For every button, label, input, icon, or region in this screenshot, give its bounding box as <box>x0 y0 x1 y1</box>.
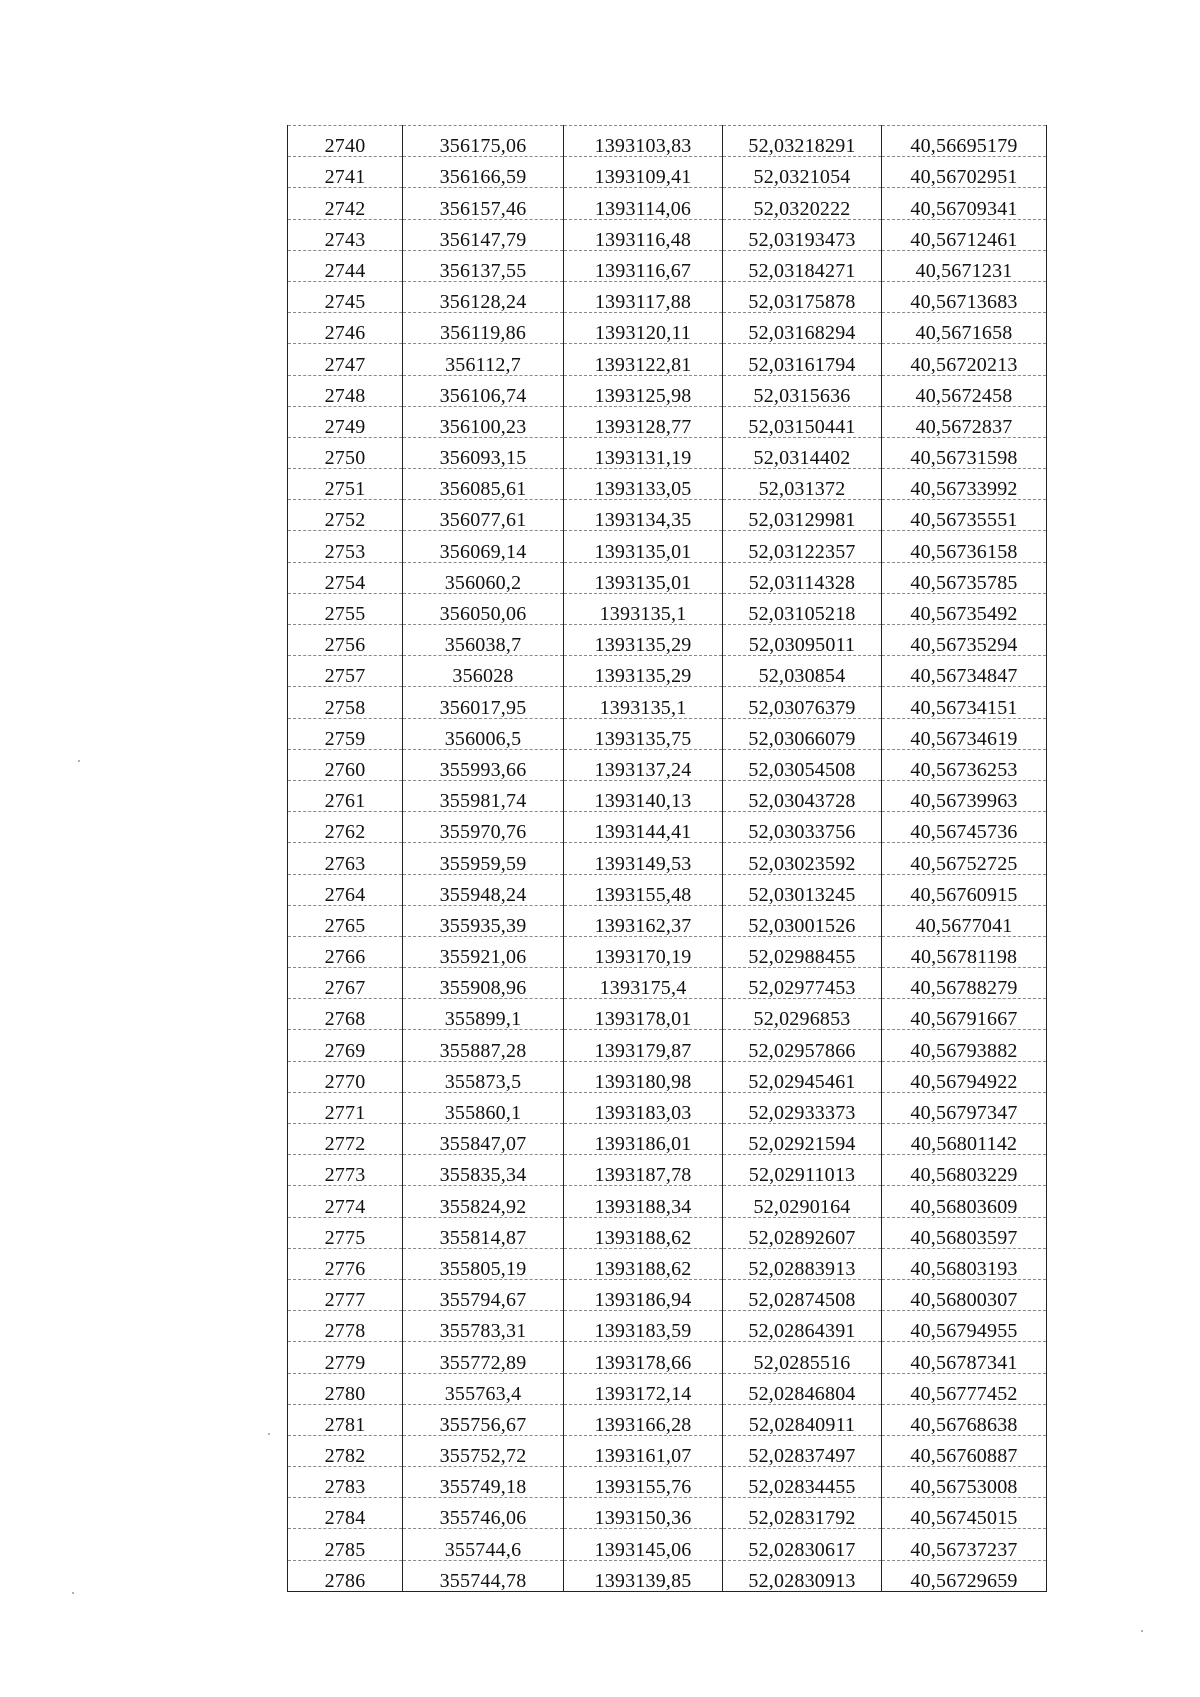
x-coordinate-cell: 356157,46 <box>403 188 564 219</box>
x-coordinate-cell: 356100,23 <box>403 406 564 437</box>
point-number-cell: 2757 <box>288 656 403 687</box>
latitude-cell: 52,03168294 <box>723 313 882 344</box>
table-row <box>288 1248 1047 1279</box>
x-coordinate-cell: 355749,18 <box>403 1467 564 1498</box>
latitude-cell: 52,03054508 <box>723 749 882 780</box>
longitude-cell: 40,56745015 <box>882 1498 1047 1529</box>
latitude-cell: 52,0290164 <box>723 1186 882 1217</box>
table-row <box>288 905 1047 936</box>
latitude-cell: 52,02957866 <box>723 1030 882 1061</box>
latitude-cell: 52,0320222 <box>723 188 882 219</box>
y-coordinate-cell: 1393188,34 <box>564 1186 723 1217</box>
x-coordinate-cell: 355935,39 <box>403 905 564 936</box>
point-number-cell: 2767 <box>288 968 403 999</box>
point-number-cell: 2754 <box>288 562 403 593</box>
y-coordinate-cell: 1393139,85 <box>564 1560 723 1591</box>
x-coordinate-cell: 356119,86 <box>403 313 564 344</box>
table-row <box>288 126 1047 157</box>
longitude-cell: 40,56734847 <box>882 656 1047 687</box>
latitude-cell: 52,03076379 <box>723 687 882 718</box>
latitude-cell: 52,03013245 <box>723 874 882 905</box>
y-coordinate-cell: 1393150,36 <box>564 1498 723 1529</box>
y-coordinate-cell: 1393155,48 <box>564 874 723 905</box>
table-row <box>288 344 1047 375</box>
latitude-cell: 52,03193473 <box>723 219 882 250</box>
table-row <box>288 812 1047 843</box>
x-coordinate-cell: 355794,67 <box>403 1279 564 1310</box>
longitude-cell: 40,5672458 <box>882 375 1047 406</box>
latitude-cell: 52,02874508 <box>723 1279 882 1310</box>
point-number-cell: 2772 <box>288 1124 403 1155</box>
x-coordinate-cell: 356006,5 <box>403 718 564 749</box>
y-coordinate-cell: 1393109,41 <box>564 157 723 188</box>
longitude-cell: 40,56797347 <box>882 1092 1047 1123</box>
point-number-cell: 2784 <box>288 1498 403 1529</box>
latitude-cell: 52,02977453 <box>723 968 882 999</box>
longitude-cell: 40,56734619 <box>882 718 1047 749</box>
latitude-cell: 52,03150441 <box>723 406 882 437</box>
latitude-cell: 52,03161794 <box>723 344 882 375</box>
y-coordinate-cell: 1393135,29 <box>564 656 723 687</box>
table-row <box>288 625 1047 656</box>
point-number-cell: 2742 <box>288 188 403 219</box>
point-number-cell: 2750 <box>288 437 403 468</box>
x-coordinate-cell: 356028 <box>403 656 564 687</box>
point-number-cell: 2740 <box>288 126 403 157</box>
table-row <box>288 500 1047 531</box>
table-row <box>288 1217 1047 1248</box>
longitude-cell: 40,56803597 <box>882 1217 1047 1248</box>
latitude-cell: 52,0321054 <box>723 157 882 188</box>
point-number-cell: 2785 <box>288 1529 403 1560</box>
x-coordinate-cell: 355847,07 <box>403 1124 564 1155</box>
x-coordinate-cell: 355763,4 <box>403 1373 564 1404</box>
longitude-cell: 40,56803193 <box>882 1248 1047 1279</box>
point-number-cell: 2776 <box>288 1248 403 1279</box>
latitude-cell: 52,02830913 <box>723 1560 882 1591</box>
longitude-cell: 40,56803229 <box>882 1155 1047 1186</box>
x-coordinate-cell: 355814,87 <box>403 1217 564 1248</box>
y-coordinate-cell: 1393131,19 <box>564 437 723 468</box>
latitude-cell: 52,02911013 <box>723 1155 882 1186</box>
latitude-cell: 52,03105218 <box>723 593 882 624</box>
latitude-cell: 52,02840911 <box>723 1404 882 1435</box>
x-coordinate-cell: 355772,89 <box>403 1342 564 1373</box>
latitude-cell: 52,02933373 <box>723 1092 882 1123</box>
point-number-cell: 2774 <box>288 1186 403 1217</box>
longitude-cell: 40,56794955 <box>882 1311 1047 1342</box>
latitude-cell: 52,02892607 <box>723 1217 882 1248</box>
y-coordinate-cell: 1393128,77 <box>564 406 723 437</box>
y-coordinate-cell: 1393135,01 <box>564 531 723 562</box>
y-coordinate-cell: 1393170,19 <box>564 936 723 967</box>
point-number-cell: 2760 <box>288 749 403 780</box>
x-coordinate-cell: 355959,59 <box>403 843 564 874</box>
x-coordinate-cell: 356147,79 <box>403 219 564 250</box>
x-coordinate-cell: 356128,24 <box>403 281 564 312</box>
table-row <box>288 593 1047 624</box>
longitude-cell: 40,56735294 <box>882 625 1047 656</box>
point-number-cell: 2749 <box>288 406 403 437</box>
latitude-cell: 52,02837497 <box>723 1435 882 1466</box>
point-number-cell: 2747 <box>288 344 403 375</box>
table-row <box>288 874 1047 905</box>
latitude-cell: 52,03129981 <box>723 500 882 531</box>
x-coordinate-cell: 355756,67 <box>403 1404 564 1435</box>
longitude-cell: 40,56737237 <box>882 1529 1047 1560</box>
longitude-cell: 40,56777452 <box>882 1373 1047 1404</box>
point-number-cell: 2765 <box>288 905 403 936</box>
longitude-cell: 40,56709341 <box>882 188 1047 219</box>
longitude-cell: 40,56739963 <box>882 780 1047 811</box>
scan-speck <box>1141 1630 1143 1632</box>
y-coordinate-cell: 1393140,13 <box>564 780 723 811</box>
y-coordinate-cell: 1393186,94 <box>564 1279 723 1310</box>
y-coordinate-cell: 1393162,37 <box>564 905 723 936</box>
y-coordinate-cell: 1393183,03 <box>564 1092 723 1123</box>
table-row <box>288 157 1047 188</box>
point-number-cell: 2744 <box>288 250 403 281</box>
x-coordinate-cell: 356060,2 <box>403 562 564 593</box>
table-row <box>288 1529 1047 1560</box>
y-coordinate-cell: 1393135,01 <box>564 562 723 593</box>
latitude-cell: 52,02883913 <box>723 1248 882 1279</box>
table-row <box>288 375 1047 406</box>
longitude-cell: 40,56729659 <box>882 1560 1047 1591</box>
point-number-cell: 2748 <box>288 375 403 406</box>
latitude-cell: 52,02988455 <box>723 936 882 967</box>
table-row <box>288 718 1047 749</box>
latitude-cell: 52,03001526 <box>723 905 882 936</box>
latitude-cell: 52,03122357 <box>723 531 882 562</box>
table-row <box>288 843 1047 874</box>
table-row <box>288 469 1047 500</box>
longitude-cell: 40,56720213 <box>882 344 1047 375</box>
y-coordinate-cell: 1393155,76 <box>564 1467 723 1498</box>
table-row <box>288 250 1047 281</box>
x-coordinate-cell: 355835,34 <box>403 1155 564 1186</box>
point-number-cell: 2778 <box>288 1311 403 1342</box>
table-row <box>288 1373 1047 1404</box>
x-coordinate-cell: 356106,74 <box>403 375 564 406</box>
y-coordinate-cell: 1393188,62 <box>564 1248 723 1279</box>
table-row <box>288 1155 1047 1186</box>
table-row <box>288 313 1047 344</box>
table-row <box>288 1061 1047 1092</box>
table-row <box>288 281 1047 312</box>
latitude-cell: 52,03175878 <box>723 281 882 312</box>
longitude-cell: 40,56760887 <box>882 1435 1047 1466</box>
table-row <box>288 1311 1047 1342</box>
x-coordinate-cell: 355744,6 <box>403 1529 564 1560</box>
latitude-cell: 52,0314402 <box>723 437 882 468</box>
latitude-cell: 52,02945461 <box>723 1061 882 1092</box>
point-number-cell: 2766 <box>288 936 403 967</box>
y-coordinate-cell: 1393117,88 <box>564 281 723 312</box>
longitude-cell: 40,56760915 <box>882 874 1047 905</box>
point-number-cell: 2756 <box>288 625 403 656</box>
y-coordinate-cell: 1393166,28 <box>564 1404 723 1435</box>
latitude-cell: 52,03023592 <box>723 843 882 874</box>
latitude-cell: 52,02834455 <box>723 1467 882 1498</box>
scan-speck <box>78 760 80 762</box>
latitude-cell: 52,02846804 <box>723 1373 882 1404</box>
longitude-cell: 40,56800307 <box>882 1279 1047 1310</box>
latitude-cell: 52,03184271 <box>723 250 882 281</box>
point-number-cell: 2741 <box>288 157 403 188</box>
point-number-cell: 2777 <box>288 1279 403 1310</box>
point-number-cell: 2762 <box>288 812 403 843</box>
y-coordinate-cell: 1393114,06 <box>564 188 723 219</box>
x-coordinate-cell: 356093,15 <box>403 437 564 468</box>
scan-speck <box>268 1433 270 1435</box>
latitude-cell: 52,03043728 <box>723 780 882 811</box>
latitude-cell: 52,0315636 <box>723 375 882 406</box>
point-number-cell: 2782 <box>288 1435 403 1466</box>
longitude-cell: 40,56753008 <box>882 1467 1047 1498</box>
longitude-cell: 40,56736253 <box>882 749 1047 780</box>
x-coordinate-cell: 355981,74 <box>403 780 564 811</box>
x-coordinate-cell: 356069,14 <box>403 531 564 562</box>
longitude-cell: 40,56752725 <box>882 843 1047 874</box>
y-coordinate-cell: 1393133,05 <box>564 469 723 500</box>
longitude-cell: 40,56781198 <box>882 936 1047 967</box>
point-number-cell: 2755 <box>288 593 403 624</box>
x-coordinate-cell: 355970,76 <box>403 812 564 843</box>
table-row <box>288 1342 1047 1373</box>
point-number-cell: 2761 <box>288 780 403 811</box>
y-coordinate-cell: 1393135,29 <box>564 625 723 656</box>
longitude-cell: 40,56731598 <box>882 437 1047 468</box>
coordinates-table <box>287 125 1047 1592</box>
longitude-cell: 40,56733992 <box>882 469 1047 500</box>
x-coordinate-cell: 355948,24 <box>403 874 564 905</box>
longitude-cell: 40,56734151 <box>882 687 1047 718</box>
longitude-cell: 40,56735785 <box>882 562 1047 593</box>
point-number-cell: 2745 <box>288 281 403 312</box>
table-row <box>288 1498 1047 1529</box>
x-coordinate-cell: 356166,59 <box>403 157 564 188</box>
table-row <box>288 1279 1047 1310</box>
table-row <box>288 1404 1047 1435</box>
point-number-cell: 2770 <box>288 1061 403 1092</box>
latitude-cell: 52,03033756 <box>723 812 882 843</box>
y-coordinate-cell: 1393116,48 <box>564 219 723 250</box>
x-coordinate-cell: 355746,06 <box>403 1498 564 1529</box>
longitude-cell: 40,56695179 <box>882 126 1047 157</box>
y-coordinate-cell: 1393187,78 <box>564 1155 723 1186</box>
latitude-cell: 52,03066079 <box>723 718 882 749</box>
y-coordinate-cell: 1393183,59 <box>564 1311 723 1342</box>
latitude-cell: 52,0296853 <box>723 999 882 1030</box>
scan-speck <box>72 1592 74 1594</box>
longitude-cell: 40,56735551 <box>882 500 1047 531</box>
y-coordinate-cell: 1393116,67 <box>564 250 723 281</box>
y-coordinate-cell: 1393172,14 <box>564 1373 723 1404</box>
y-coordinate-cell: 1393178,01 <box>564 999 723 1030</box>
table-row <box>288 936 1047 967</box>
coordinates-table-body <box>288 126 1047 1592</box>
y-coordinate-cell: 1393145,06 <box>564 1529 723 1560</box>
latitude-cell: 52,031372 <box>723 469 882 500</box>
latitude-cell: 52,02864391 <box>723 1311 882 1342</box>
longitude-cell: 40,56712461 <box>882 219 1047 250</box>
point-number-cell: 2780 <box>288 1373 403 1404</box>
point-number-cell: 2759 <box>288 718 403 749</box>
point-number-cell: 2779 <box>288 1342 403 1373</box>
longitude-cell: 40,56745736 <box>882 812 1047 843</box>
point-number-cell: 2763 <box>288 843 403 874</box>
x-coordinate-cell: 356137,55 <box>403 250 564 281</box>
y-coordinate-cell: 1393178,66 <box>564 1342 723 1373</box>
x-coordinate-cell: 356112,7 <box>403 344 564 375</box>
longitude-cell: 40,56791667 <box>882 999 1047 1030</box>
x-coordinate-cell: 355908,96 <box>403 968 564 999</box>
y-coordinate-cell: 1393137,24 <box>564 749 723 780</box>
point-number-cell: 2752 <box>288 500 403 531</box>
longitude-cell: 40,56735492 <box>882 593 1047 624</box>
longitude-cell: 40,5672837 <box>882 406 1047 437</box>
longitude-cell: 40,5671231 <box>882 250 1047 281</box>
table-row <box>288 749 1047 780</box>
table-row <box>288 562 1047 593</box>
table-row <box>288 1124 1047 1155</box>
y-coordinate-cell: 1393144,41 <box>564 812 723 843</box>
x-coordinate-cell: 355805,19 <box>403 1248 564 1279</box>
longitude-cell: 40,56736158 <box>882 531 1047 562</box>
longitude-cell: 40,56794922 <box>882 1061 1047 1092</box>
longitude-cell: 40,56768638 <box>882 1404 1047 1435</box>
table-row <box>288 1560 1047 1591</box>
table-row <box>288 188 1047 219</box>
point-number-cell: 2758 <box>288 687 403 718</box>
point-number-cell: 2769 <box>288 1030 403 1061</box>
latitude-cell: 52,02830617 <box>723 1529 882 1560</box>
y-coordinate-cell: 1393103,83 <box>564 126 723 157</box>
table-row <box>288 999 1047 1030</box>
x-coordinate-cell: 355860,1 <box>403 1092 564 1123</box>
table-row <box>288 1467 1047 1498</box>
y-coordinate-cell: 1393134,35 <box>564 500 723 531</box>
x-coordinate-cell: 355824,92 <box>403 1186 564 1217</box>
table-row <box>288 968 1047 999</box>
longitude-cell: 40,56713683 <box>882 281 1047 312</box>
x-coordinate-cell: 355899,1 <box>403 999 564 1030</box>
x-coordinate-cell: 355783,31 <box>403 1311 564 1342</box>
point-number-cell: 2775 <box>288 1217 403 1248</box>
longitude-cell: 40,56793882 <box>882 1030 1047 1061</box>
table-row <box>288 219 1047 250</box>
longitude-cell: 40,56801142 <box>882 1124 1047 1155</box>
y-coordinate-cell: 1393135,1 <box>564 593 723 624</box>
latitude-cell: 52,02921594 <box>723 1124 882 1155</box>
x-coordinate-cell: 356175,06 <box>403 126 564 157</box>
point-number-cell: 2743 <box>288 219 403 250</box>
point-number-cell: 2786 <box>288 1560 403 1591</box>
point-number-cell: 2773 <box>288 1155 403 1186</box>
y-coordinate-cell: 1393149,53 <box>564 843 723 874</box>
longitude-cell: 40,56803609 <box>882 1186 1047 1217</box>
table-row <box>288 1030 1047 1061</box>
point-number-cell: 2783 <box>288 1467 403 1498</box>
table-row <box>288 1092 1047 1123</box>
y-coordinate-cell: 1393135,75 <box>564 718 723 749</box>
table-row <box>288 780 1047 811</box>
x-coordinate-cell: 356085,61 <box>403 469 564 500</box>
point-number-cell: 2781 <box>288 1404 403 1435</box>
point-number-cell: 2771 <box>288 1092 403 1123</box>
point-number-cell: 2764 <box>288 874 403 905</box>
table-row <box>288 656 1047 687</box>
x-coordinate-cell: 355873,5 <box>403 1061 564 1092</box>
x-coordinate-cell: 355921,06 <box>403 936 564 967</box>
point-number-cell: 2753 <box>288 531 403 562</box>
y-coordinate-cell: 1393120,11 <box>564 313 723 344</box>
y-coordinate-cell: 1393125,98 <box>564 375 723 406</box>
x-coordinate-cell: 356077,61 <box>403 500 564 531</box>
x-coordinate-cell: 356038,7 <box>403 625 564 656</box>
longitude-cell: 40,56788279 <box>882 968 1047 999</box>
x-coordinate-cell: 355887,28 <box>403 1030 564 1061</box>
longitude-cell: 40,5677041 <box>882 905 1047 936</box>
latitude-cell: 52,0285516 <box>723 1342 882 1373</box>
y-coordinate-cell: 1393186,01 <box>564 1124 723 1155</box>
longitude-cell: 40,5671658 <box>882 313 1047 344</box>
table-row <box>288 1186 1047 1217</box>
x-coordinate-cell: 355744,78 <box>403 1560 564 1591</box>
table-row <box>288 531 1047 562</box>
latitude-cell: 52,03114328 <box>723 562 882 593</box>
latitude-cell: 52,03218291 <box>723 126 882 157</box>
point-number-cell: 2746 <box>288 313 403 344</box>
y-coordinate-cell: 1393180,98 <box>564 1061 723 1092</box>
latitude-cell: 52,030854 <box>723 656 882 687</box>
y-coordinate-cell: 1393175,4 <box>564 968 723 999</box>
latitude-cell: 52,02831792 <box>723 1498 882 1529</box>
y-coordinate-cell: 1393188,62 <box>564 1217 723 1248</box>
x-coordinate-cell: 356050,06 <box>403 593 564 624</box>
point-number-cell: 2751 <box>288 469 403 500</box>
y-coordinate-cell: 1393122,81 <box>564 344 723 375</box>
x-coordinate-cell: 355752,72 <box>403 1435 564 1466</box>
latitude-cell: 52,03095011 <box>723 625 882 656</box>
x-coordinate-cell: 355993,66 <box>403 749 564 780</box>
longitude-cell: 40,56702951 <box>882 157 1047 188</box>
table-row <box>288 687 1047 718</box>
table-row <box>288 406 1047 437</box>
y-coordinate-cell: 1393161,07 <box>564 1435 723 1466</box>
longitude-cell: 40,56787341 <box>882 1342 1047 1373</box>
x-coordinate-cell: 356017,95 <box>403 687 564 718</box>
y-coordinate-cell: 1393135,1 <box>564 687 723 718</box>
y-coordinate-cell: 1393179,87 <box>564 1030 723 1061</box>
table-row <box>288 437 1047 468</box>
point-number-cell: 2768 <box>288 999 403 1030</box>
table-row <box>288 1435 1047 1466</box>
